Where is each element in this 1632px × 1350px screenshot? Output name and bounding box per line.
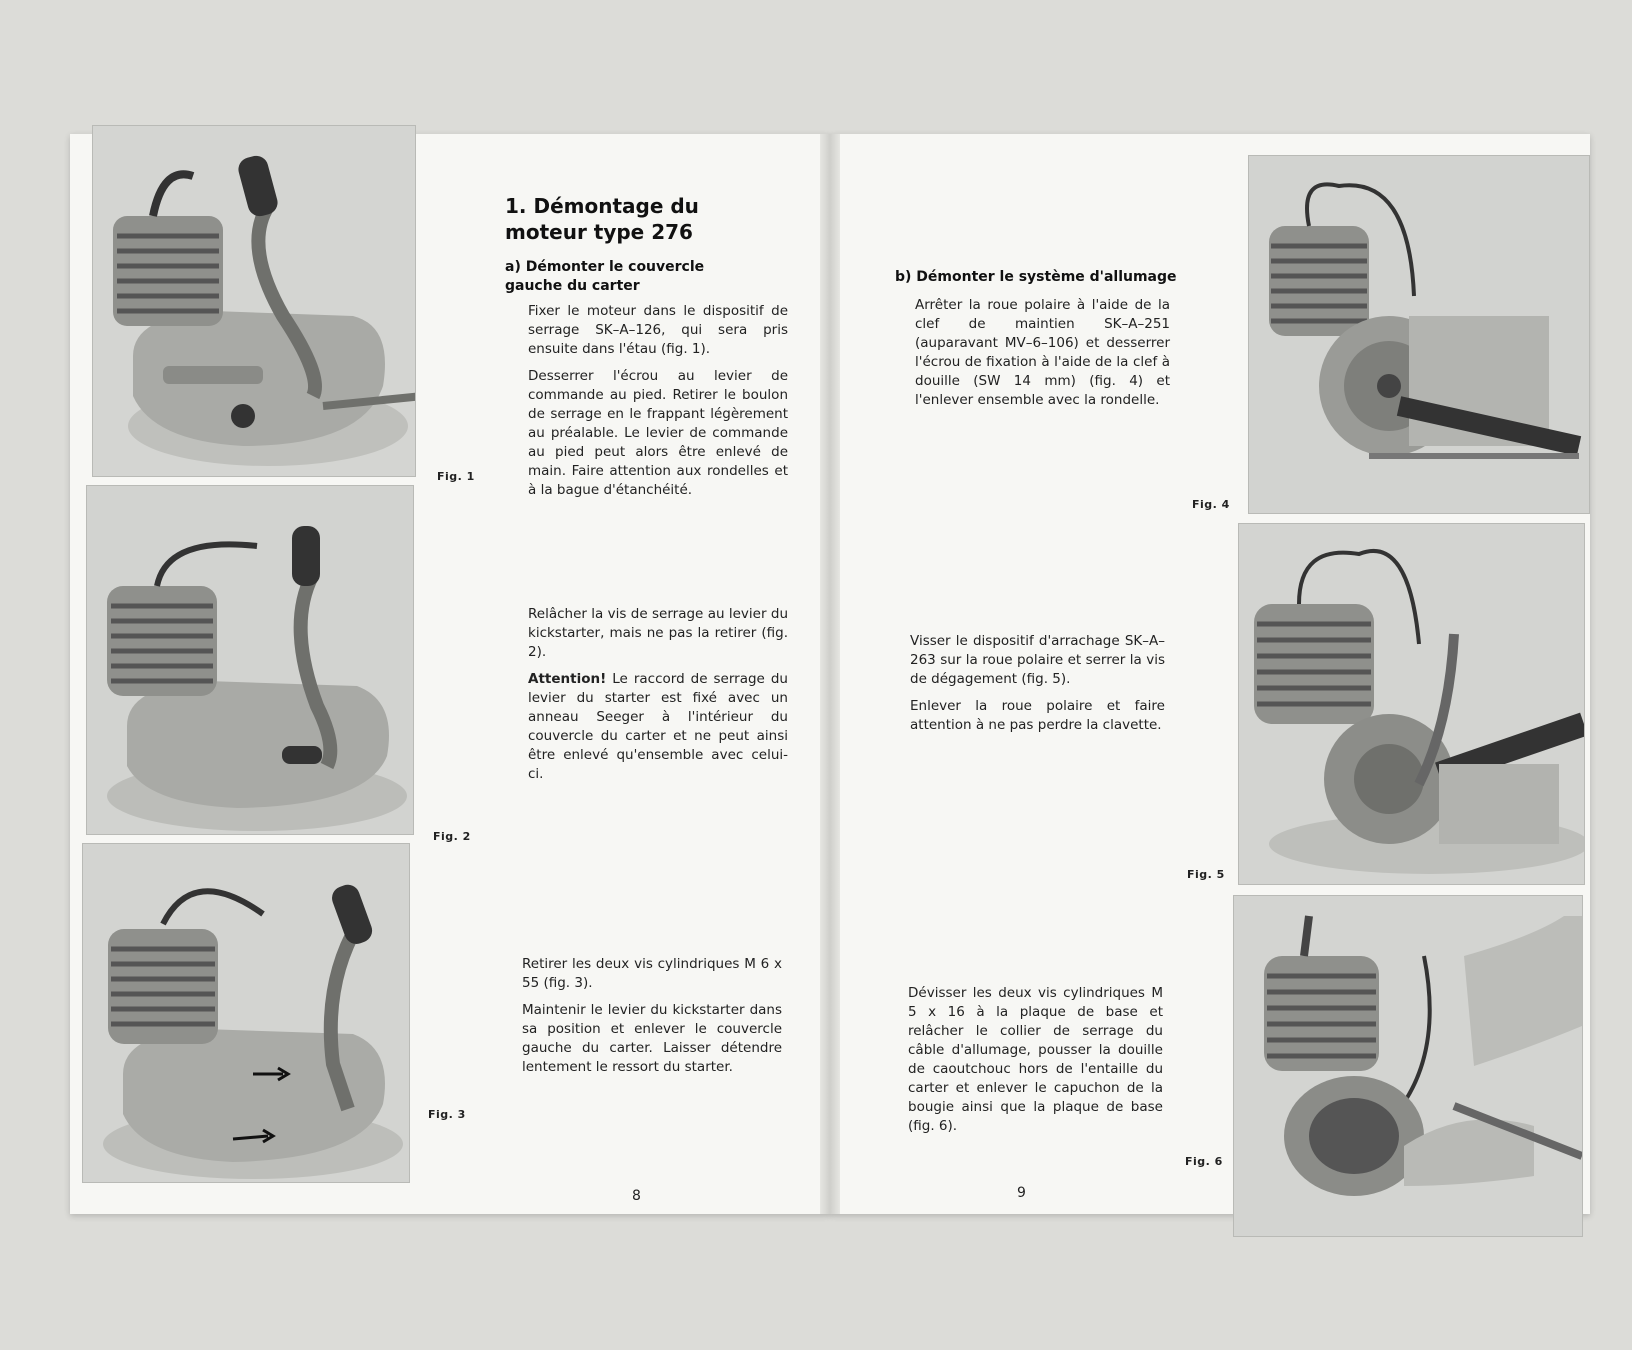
fig1-caption: Fig. 1 [437,470,475,483]
fig6-caption: Fig. 6 [1185,1155,1223,1168]
right-para-4: Dévisser les deux vis cylindriques M 5 x 16 à la plaque de base et relâcher le collier de serrage du câble d'allumage, pousser la douille de caoutchouc hors de l'entaille du carter et enlever le capuchon de la bougie ainsi que la plaque de base (fig. 6). [908,985,1163,1134]
fig4-caption: Fig. 4 [1192,498,1230,511]
right-para-2: Visser le dispositif d'arrachage SK–A–263 sur la roue polaire et serrer la vis de dégagement (fig. 5). [910,633,1165,687]
right-text-block-1 [915,296,1170,418]
section-a-heading: a) Démonter le couvercle gauche du carter [505,259,705,294]
engine-photo-fig4 [1248,155,1590,514]
left-page-number: 8 [632,1188,641,1204]
left-para-3: Relâcher la vis de serrage au levier du kickstarter, mais ne pas la retirer (fig. 2). [528,606,788,660]
right-text-block-3 [908,984,1163,1144]
left-para-6: Maintenir le levier du kickstarter dans sa position et enlever le couvercle gauche du carter. Laisser détendre lentement le ressort du starter. [522,1002,782,1075]
attention-label: Attention! [528,671,607,687]
right-para-1: Arrêter la roue polaire à l'aide de la clef de maintien SK–A–251 (auparavant MV–6–106) et desserrer l'écrou de fixation à l'aide de la clef à douille (SW 14 mm) (fig. 4) et l'enlever ensemble avec la rondelle. [915,297,1170,408]
right-page-number: 9 [1017,1185,1026,1201]
left-text-block-1 [528,302,788,508]
fig5-caption: Fig. 5 [1187,868,1225,881]
section-b-heading: b) Démonter le système d'allumage [895,269,1177,285]
engine-photo-fig2 [86,485,414,835]
right-para-3: Enlever la roue polaire et faire attention à ne pas perdre la clavette. [910,698,1165,733]
left-para-5: Retirer les deux vis cylindriques M 6 x 55 (fig. 3). [522,956,782,991]
left-para-2: Desserrer l'écrou au levier de commande au pied. Retirer le boulon de serrage en le frappant légèrement au préalable. Le levier de commande au pied peut alors être enlevé de main. Faire attention aux rondelles et à la bague d'étanchéité. [528,368,788,498]
left-page-title: 1. Démontage du moteur type 276 [505,194,699,244]
left-para-1: Fixer le moteur dans le dispositif de serrage SK–A–126, qui sera pris ensuite dans l'étau (fig. 1). [528,303,788,357]
attention-text: Le raccord de serrage du levier du starter est fixé avec un anneau Seeger à l'intérieur du couvercle du carter et ne peut ainsi être enlevé qu'ensemble avec celui-ci. [528,671,788,782]
engine-photo-fig3 [82,843,410,1183]
engine-photo-fig6 [1233,895,1583,1237]
right-text-block-2 [910,632,1165,743]
engine-photo-fig1 [92,125,416,477]
left-text-block-2 [528,605,788,792]
booklet-spine [820,134,840,1214]
fig3-caption: Fig. 3 [428,1108,466,1121]
left-text-block-3 [522,955,782,1085]
engine-photo-fig5 [1238,523,1585,885]
fig2-caption: Fig. 2 [433,830,471,843]
left-para-4 [528,670,788,784]
